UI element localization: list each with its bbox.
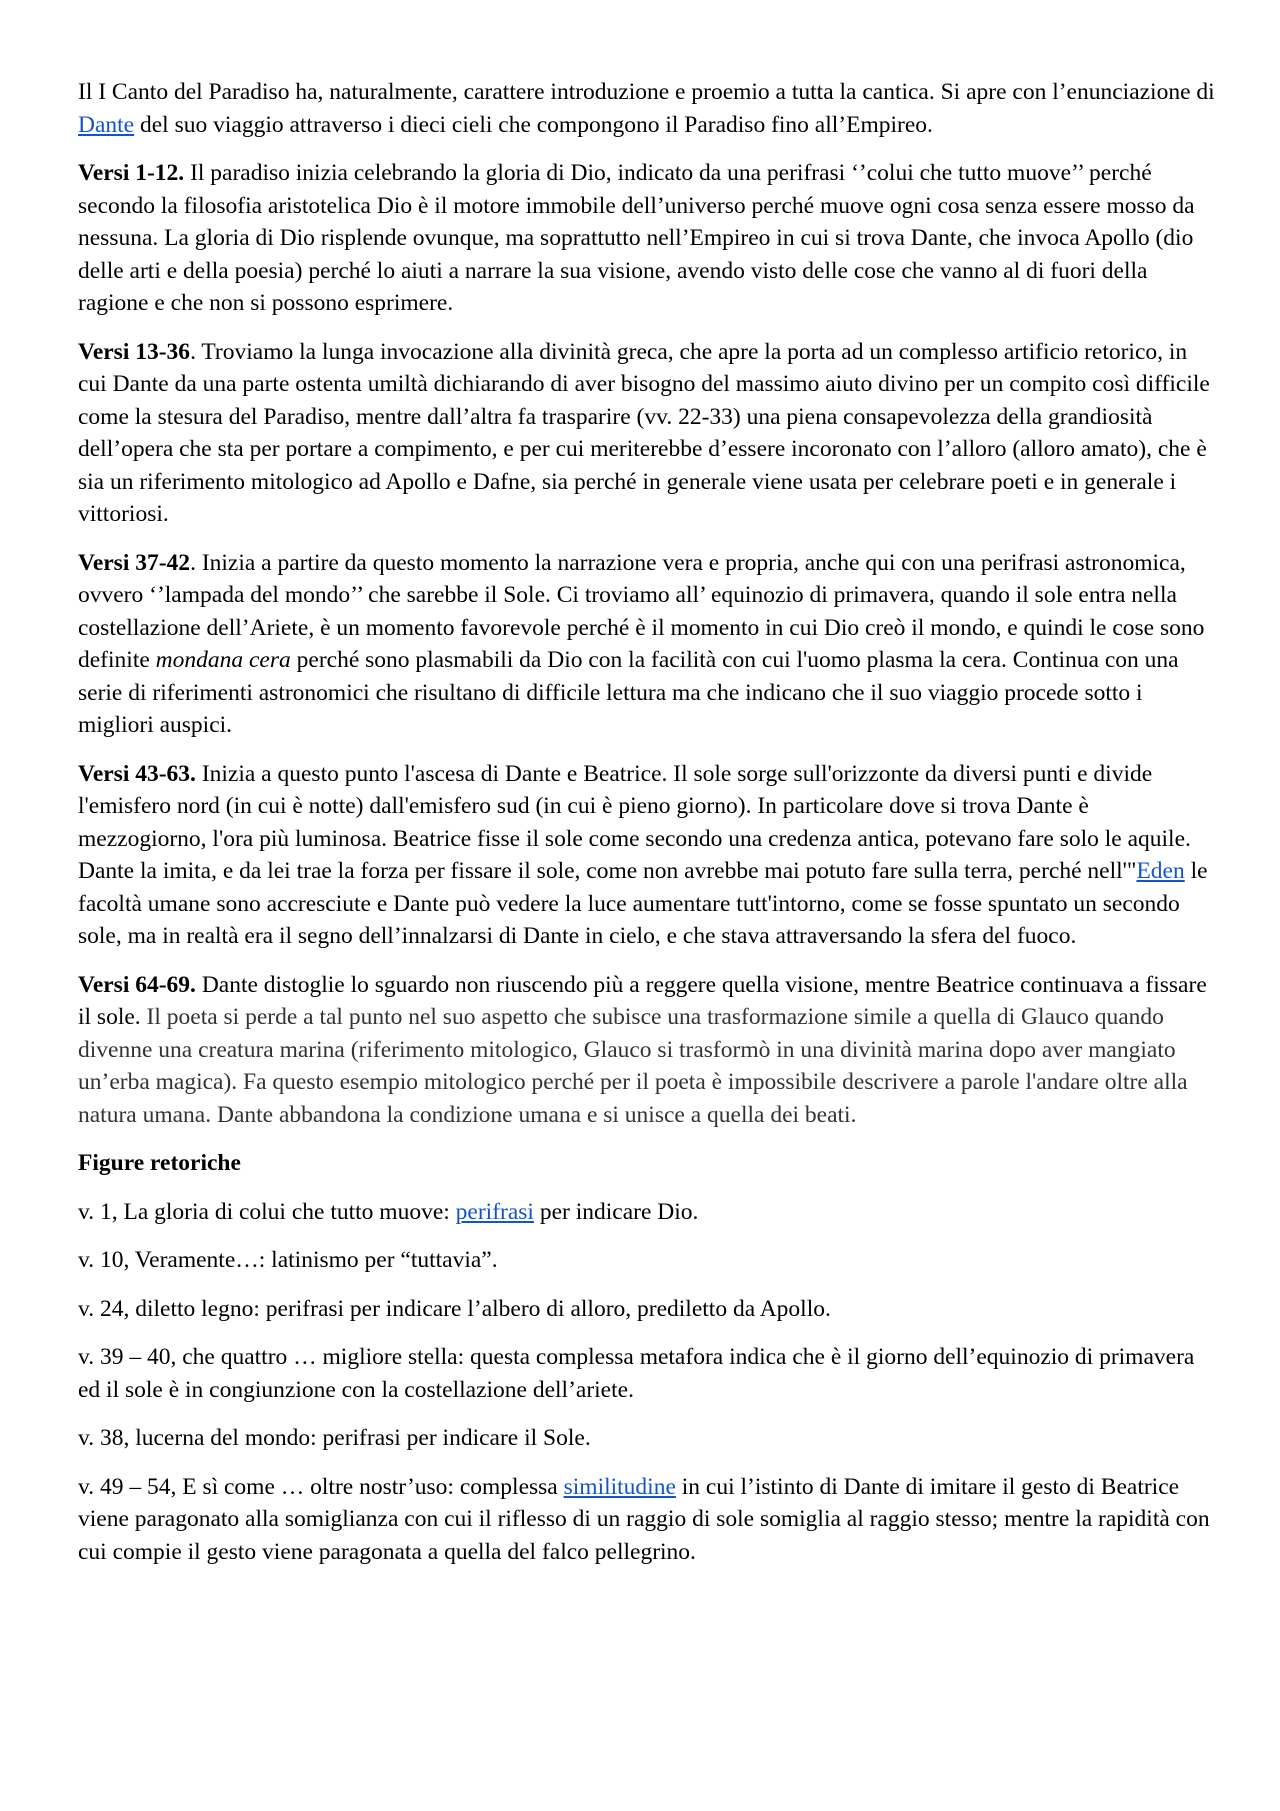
- dante-link[interactable]: Dante: [78, 111, 135, 138]
- figure-item: v. 39 – 40, che quattro … migliore stella: questa complessa metafora indica che è il giorno dell’equinozio di primavera ed il sole è in congiunzione con la costellazione dell’ariete.: [78, 1344, 1195, 1403]
- figure-text: per indicare Dio.: [533, 1198, 699, 1225]
- section-versi-64-69: [78, 969, 1218, 1132]
- figures-heading-text: Figure retoriche: [78, 1150, 241, 1176]
- figure-item: v. 10, Veramente…: latinismo per “tuttavia”.: [78, 1247, 498, 1273]
- section-heading: Versi 37-42: [78, 549, 191, 576]
- eden-link[interactable]: Eden: [1136, 858, 1185, 884]
- section-text: Il paradiso inizia celebrando la gloria di Dio, indicato da una perifrasi ‘’colui che tutto muove’’ perché secondo la filosofia aristotelica Dio è il motore immobile dell’universo perché muove ogni cosa senza essere mosso da nessuna. La gloria di Dio risplende ovunque, ma soprattutto nell’Empireo in cui si trova Dante, che invoca Apollo (dio delle arti e della poesia) perché lo aiuti a narrare la sua visione, avendo visto delle cose che vanno al di fuori della ragione e che non si possono esprimere.: [78, 160, 1195, 316]
- italic-term: mondana cera: [155, 647, 291, 673]
- figure-item: v. 38, lucerna del mondo: perifrasi per indicare il Sole.: [78, 1425, 591, 1451]
- section-text-muted: Il poeta si perde a tal punto nel suo aspetto che subisce una trasformazione simile a quella di Glauco quando divenne una creatura marina (riferimento mitologico, Glauco si trasformò in una divinità marina dopo aver mangiato un’erba magica). Fa questo esempio mitologico perché per il poeta è impossibile descrivere a parole l'andare oltre alla natura umana. Dante abbandona la condizione umana e si unisce a quella dei beati.: [78, 1004, 1188, 1128]
- section-versi-13-36: [78, 336, 1218, 531]
- section-versi-37-42: [78, 547, 1218, 742]
- section-heading: Versi 1-12.: [78, 160, 185, 186]
- section-heading: Versi 64-69.: [78, 971, 196, 998]
- figures-heading: [78, 1147, 1218, 1180]
- section-heading: Versi 43-63.: [78, 760, 196, 787]
- section-heading: Versi 13-36: [78, 338, 191, 365]
- figure-item: v. 24, diletto legno: perifrasi per indicare l’albero di alloro, prediletto da Apollo.: [78, 1295, 831, 1322]
- intro-text-1: Il I Canto del Paradiso ha, naturalmente, carattere introduzione e proemio a tutta la cantica. Si apre con l’enunciazione di: [78, 79, 1215, 105]
- section-text: perché sono plasmabili da Dio con la facilità con cui l'uomo plasma la cera. Continua con una serie di riferimenti astronomici che risultano di difficile lettura ma che indicano che il suo viaggio procede sotto i migliori auspici.: [78, 647, 1179, 738]
- section-text: le facoltà umane sono accresciute e Dante può vedere la luce aumentare tutt'intorno, come se fosse spuntato un secondo sole, ma in realtà era il segno dell’innalzarsi di Dante in cielo, e che stava attraversando la sfera del fuoco.: [78, 858, 1208, 949]
- similitudine-link[interactable]: similitudine: [563, 1473, 676, 1500]
- perifrasi-link[interactable]: perifrasi: [455, 1198, 534, 1225]
- intro-paragraph: [78, 76, 1218, 141]
- document-page: [78, 76, 1218, 1584]
- section-text: . Troviamo la lunga invocazione alla divinità greca, che apre la porta ad un complesso artificio retorico, in cui Dante da una parte ostenta umiltà dichiarando di aver bisogno del massimo aiuto divino per un compito così difficile come la stesura del Paradiso, mentre dall’altra fa trasparire (vv. 22-33) una piena consapevolezza della grandiosità dell’opera che sta per portare a compimento, e per cui meriterebbe d’essere incoronato con l’alloro (alloro amato), che è sia un riferimento mitologico ad Apollo e Dafne, sia perché in generale viene usata per celebrare poeti e in generale i vittoriosi.: [78, 338, 1210, 527]
- section-text: Inizia a questo punto l'ascesa di Dante e Beatrice. Il sole sorge sull'orizzonte da diversi punti e divide l'emisfero nord (in cui è notte) dall'emisfero sud (in cui è pieno giorno). In particolare dove si trova Dante è mezzogiorno, l'ora più luminosa. Beatrice fisse il sole come secondo una credenza antica, potevano fare solo le aquile. Dante la imita, e da lei trae la forza per fissare il sole, come non avrebbe mai potuto fare sulla terra, perché nell'": [78, 760, 1191, 884]
- section-versi-1-12: [78, 157, 1218, 320]
- figure-text: v. 49 – 54, E sì come … oltre nostr’uso: complessa: [78, 1473, 564, 1500]
- section-versi-43-63: [78, 758, 1218, 953]
- figure-item: [78, 1471, 1218, 1569]
- intro-text-2: del suo viaggio attraverso i dieci cieli che compongono il Paradiso fino all’Empireo.: [134, 111, 933, 138]
- figure-text: v. 1, La gloria di colui che tutto muove:: [78, 1198, 456, 1225]
- section-text: Dante distoglie lo sguardo non riuscendo più a reggere quella visione, mentre Beatrice continuava a fissare il sole.: [78, 971, 1207, 1030]
- section-text: . Inizia a partire da questo momento la narrazione vera e propria, anche qui con una perifrasi astronomica, ovvero ‘’lampada del mondo’’ che sarebbe il Sole. Ci troviamo all’ equinozio di primavera, quando il sole entra nella costellazione dell’Ariete, è un momento favorevole perché è il momento in cui Dio creò il mondo, e quindi le cose sono definite: [78, 549, 1205, 673]
- figure-item: [78, 1196, 1218, 1229]
- figure-text: in cui l’istinto di Dante di imitare il gesto di Beatrice viene paragonato alla somiglianza con cui il riflesso di un raggio di sole somiglia al raggio stesso; mentre la rapidità con cui compie il gesto viene paragonata a quella del falco pellegrino.: [78, 1473, 1210, 1565]
